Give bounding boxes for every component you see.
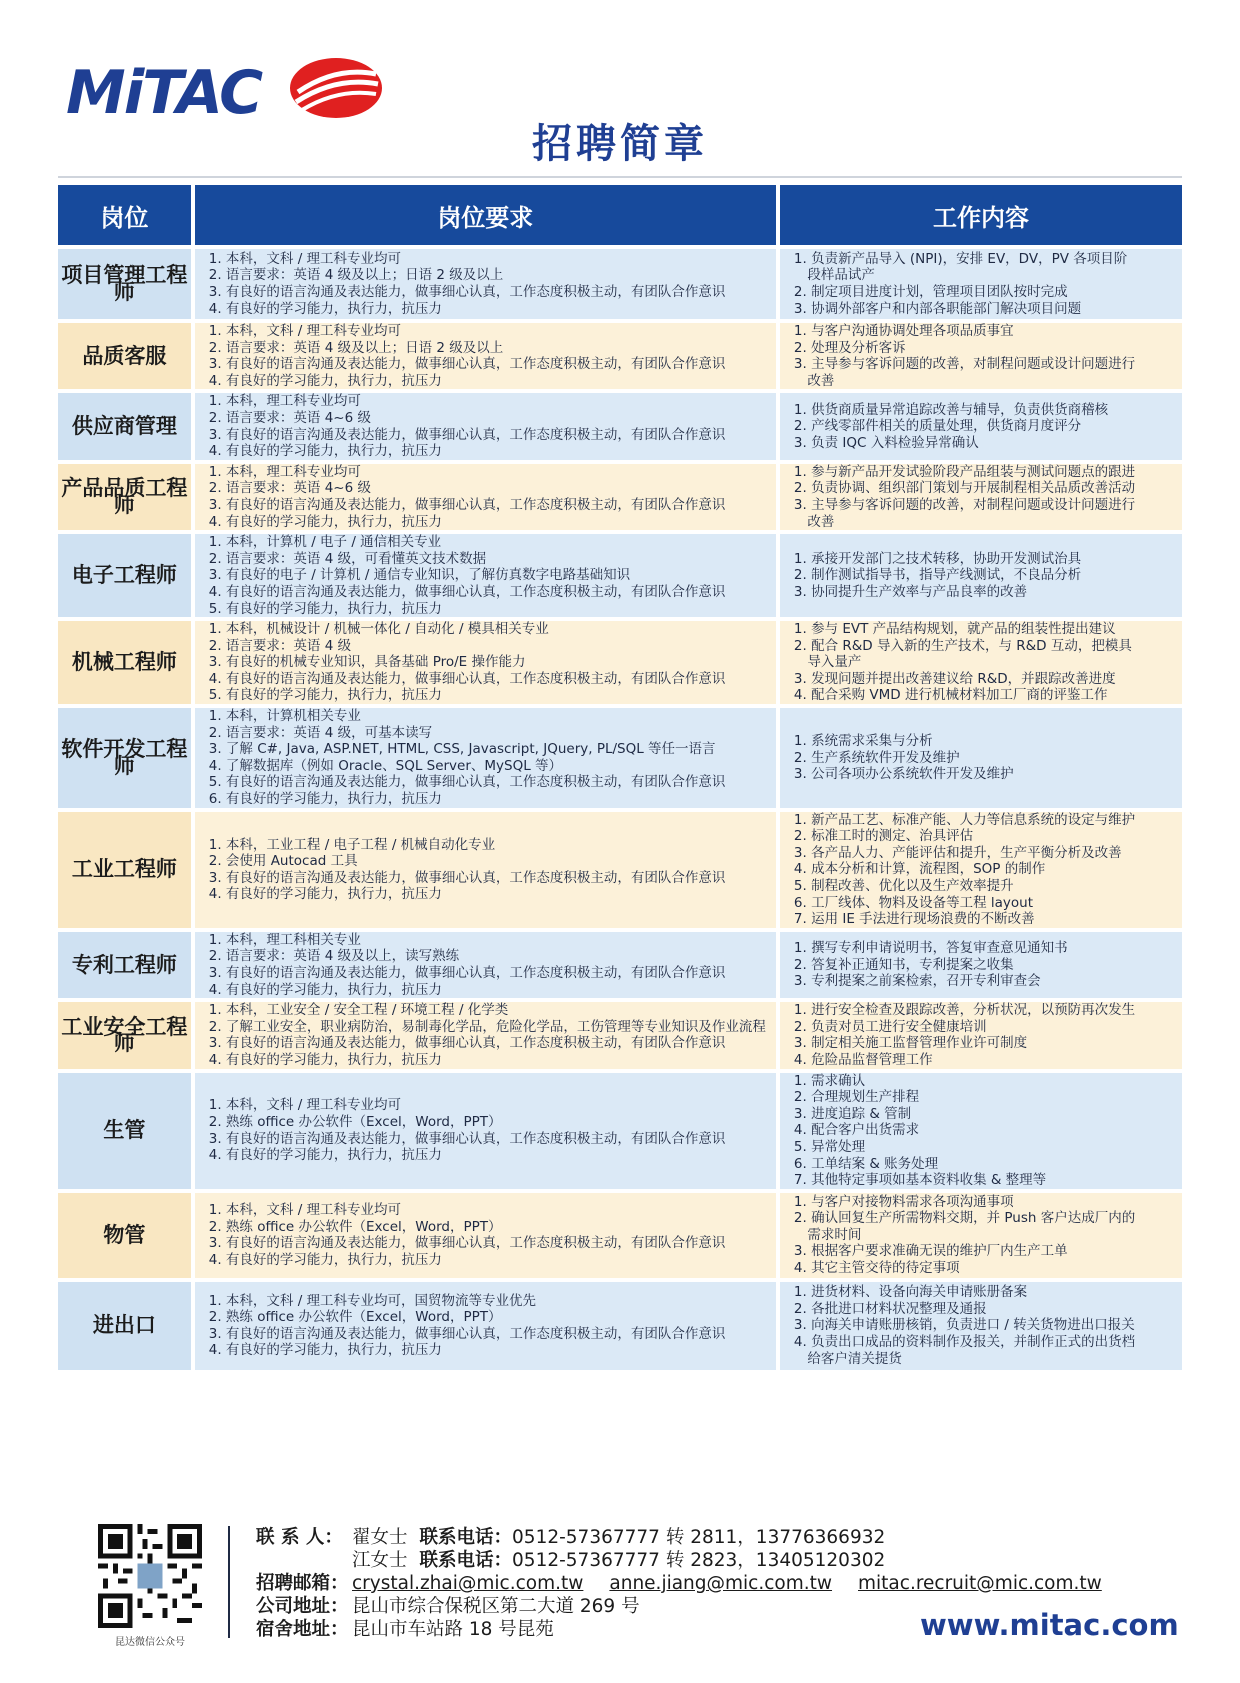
duty-item: 1. 与客户对接物料需求各项沟通事项 [793, 1193, 1014, 1210]
position-name: 产品品质工程师 [58, 464, 195, 534]
requirement-item: 3. 有良好的机械专业知识，具备基础 Pro/E 操作能力 [208, 654, 526, 671]
requirement-item: 3. 有良好的语言沟通及表达能力，做事细心认真，工作态度积极主动，有团队合作意识 [208, 964, 726, 981]
requirement-item: 1. 本科，文科 / 理工科专业均可 [208, 250, 402, 267]
requirements-cell [195, 621, 780, 708]
qr-caption: 昆达微信公众号 [115, 1637, 185, 1648]
duty-item: 1. 系统需求采集与分析 [793, 732, 933, 749]
requirement-item: 1. 本科，理工科专业均可 [208, 393, 361, 410]
footer-divider [228, 1526, 230, 1638]
duty-item: 2. 合理规划生产排程 [793, 1089, 920, 1106]
requirement-item: 2. 语言要求：英语 4 级及以上，读写熟练 [208, 948, 460, 965]
table-row [58, 1002, 1182, 1072]
table-row [58, 464, 1182, 534]
contact-phone: 0512-57367777 转 2823，13405120302 [512, 1550, 886, 1571]
website-link[interactable]: www.mitac.com [920, 1608, 1179, 1642]
duty-item: 5. 异常处理 [793, 1138, 866, 1155]
table-row [58, 534, 1182, 621]
position-name: 工业工程师 [58, 812, 195, 932]
contact-name: 江女士 [352, 1550, 408, 1571]
requirement-item: 4. 有良好的学习能力，执行力，抗压力 [208, 886, 442, 903]
duty-item: 2. 制作测试指导书，指导产线测试，不良品分析 [793, 567, 1082, 584]
contact-label: 联 系 人： [256, 1527, 343, 1548]
duties-cell [780, 708, 1182, 812]
duty-item: 1. 与客户沟通协调处理各项品质事宜 [793, 323, 1014, 339]
duty-item: 7. 运用 IE 手法进行现场浪费的不断改善 [793, 911, 1035, 928]
requirement-item: 1. 本科，工业安全 / 安全工程 / 环境工程 / 化学类 [208, 1002, 509, 1019]
duty-item: 2. 标准工时的测定、治具评估 [793, 828, 974, 845]
duty-item: 2. 配合 R&D 导入新的生产技术，与 R&D 互动，把模具 [793, 637, 1132, 654]
requirements-cell [195, 249, 780, 323]
duty-item: 4. 其它主管交待的待定事项 [793, 1260, 960, 1277]
requirement-item: 4. 有良好的学习能力，执行力，抗压力 [208, 1051, 442, 1068]
table-row [58, 621, 1182, 708]
duties-cell [780, 932, 1182, 1002]
duty-item: 2. 确认回复生产所需物料交期，并 Push 客户达成厂内的 [793, 1210, 1136, 1227]
requirements-cell [195, 1282, 780, 1374]
job-table [58, 185, 1182, 1374]
requirement-item: 2. 了解工业安全，职业病防治，易制毒化学品，危险化学品，工伤管理等专业知识及作业流程 [208, 1018, 766, 1035]
requirement-item: 3. 有良好的电子 / 计算机 / 通信专业知识，了解仿真数字电路基础知识 [208, 567, 631, 584]
requirement-item: 2. 语言要求：英语 4~6 级 [208, 480, 371, 497]
duty-item: 3. 协同提升生产效率与产品良率的改善 [793, 583, 1028, 600]
duty-item: 2. 处理及分析客诉 [793, 339, 906, 356]
duty-item: 3. 发现问题并提出改善建议给 R&D，并跟踪改善进度 [793, 670, 1116, 687]
requirement-item: 1. 本科，计算机 / 电子 / 通信相关专业 [208, 534, 442, 551]
table-row [58, 1193, 1182, 1282]
position-name: 项目管理工程师 [58, 249, 195, 323]
dorm-label: 宿舍地址： [256, 1619, 349, 1640]
requirement-item: 1. 本科，工业工程 / 电子工程 / 机械自动化专业 [208, 836, 496, 853]
duty-item: 1. 参与 EVT 产品结构规划，就产品的组装性提出建议 [793, 621, 1116, 638]
duty-item: 2. 制定项目进度计划，管理项目团队按时完成 [793, 284, 1068, 300]
duty-item: 3. 主导参与客诉问题的改善，对制程问题或设计问题进行 [793, 496, 1136, 513]
duty-item: 段样品试产 [793, 267, 875, 284]
contact-name: 翟女士 [352, 1527, 408, 1548]
table-row [58, 323, 1182, 393]
requirement-item: 2. 熟练 office 办公软件（Excel，Word，PPT） [208, 1218, 502, 1235]
requirement-item: 1. 本科，理工科专业均可 [208, 463, 361, 480]
email-link[interactable]: crystal.zhai@mic.com.tw [352, 1573, 584, 1594]
requirements-cell [195, 393, 780, 463]
duty-item: 1. 参与新产品开发试验阶段产品组装与测试问题点的跟进 [793, 463, 1136, 480]
requirement-item: 5. 有良好的学习能力，执行力，抗压力 [208, 600, 442, 617]
duty-item: 3. 根据客户要求准确无误的维护厂内生产工单 [793, 1243, 1068, 1260]
position-name: 供应商管理 [58, 393, 195, 463]
duties-cell [780, 323, 1182, 393]
table-row [58, 1282, 1182, 1374]
duty-item: 1. 进货材料、设备向海关申请账册备案 [793, 1284, 1028, 1301]
position-name: 工业安全工程师 [58, 1002, 195, 1072]
duty-item: 3. 公司各项办公系统软件开发及维护 [793, 766, 1014, 783]
requirement-item: 4. 有良好的学习能力，执行力，抗压力 [208, 372, 442, 389]
duty-item: 6. 工厂线体、物料及设备等工程 layout [793, 894, 1033, 911]
requirements-cell [195, 932, 780, 1002]
duty-item: 3. 进度追踪 & 管制 [793, 1105, 912, 1122]
duty-item: 2. 生产系统软件开发及维护 [793, 749, 960, 766]
duties-cell [780, 464, 1182, 534]
duty-item: 2. 各批进口材料状况整理及通报 [793, 1300, 987, 1317]
requirement-item: 4. 有良好的学习能力，执行力，抗压力 [208, 513, 442, 530]
requirement-item: 2. 熟练 office 办公软件（Excel，Word，PPT） [208, 1309, 502, 1326]
contact-row-1 [256, 1526, 1128, 1549]
duty-item: 4. 危险品监督管理工作 [793, 1051, 933, 1068]
requirement-item: 1. 本科，文科 / 理工科专业均可 [208, 1202, 402, 1218]
header-duties: 工作内容 [780, 185, 1182, 249]
requirements-cell [195, 812, 780, 932]
requirement-item: 1. 本科，文科 / 理工科专业均可 [208, 1097, 402, 1114]
duties-cell [780, 1282, 1182, 1374]
duty-item: 导入量产 [793, 654, 862, 671]
requirement-item: 3. 有良好的语言沟通及表达能力，做事细心认真，工作态度积极主动，有团队合作意识 [208, 1130, 726, 1147]
duty-item: 1. 新产品工艺、标准产能、人力等信息系统的设定与维护 [793, 811, 1136, 828]
duty-item: 3. 主导参与客诉问题的改善，对制程问题或设计问题进行 [793, 356, 1136, 373]
requirement-item: 1. 本科，理工科相关专业 [208, 931, 361, 948]
email-link[interactable]: anne.jiang@mic.com.tw [609, 1573, 833, 1594]
table-row [58, 932, 1182, 1002]
page-title: 招聘简章 [532, 121, 708, 167]
requirement-item: 2. 语言要求：英语 4 级，可基本读写 [208, 724, 433, 741]
title-divider [58, 176, 1182, 178]
duties-cell [780, 621, 1182, 708]
requirement-item: 4. 了解数据库（例如 Oracle、SQL Server、MySQL 等） [208, 757, 563, 774]
requirement-item: 1. 本科，机械设计 / 机械一体化 / 自动化 / 模具相关专业 [208, 621, 549, 638]
dorm-address: 昆山市车站路 18 号昆苑 [352, 1619, 554, 1640]
requirement-item: 3. 有良好的语言沟通及表达能力，做事细心认真，工作态度积极主动，有团队合作意识 [208, 284, 726, 300]
requirement-item: 3. 有良好的语言沟通及表达能力，做事细心认真，工作态度积极主动，有团队合作意识 [208, 356, 726, 373]
duty-item: 3. 专利提案之前案检索，召开专利审查会 [793, 973, 1041, 990]
position-name: 软件开发工程师 [58, 708, 195, 812]
duty-item: 2. 产线零部件相关的质量处理，供货商月度评分 [793, 418, 1082, 435]
duty-item: 2. 答复补正通知书，专利提案之收集 [793, 956, 1014, 973]
duty-item: 4. 负责出口成品的资料制作及报关，并制作正式的出货档 [793, 1333, 1136, 1350]
duties-cell [780, 1002, 1182, 1072]
email-label: 招聘邮箱： [256, 1573, 349, 1594]
requirement-item: 4. 有良好的学习能力，执行力，抗压力 [208, 1147, 442, 1164]
duty-item: 2. 负责协调、组织部门策划与开展制程相关品质改善活动 [793, 480, 1136, 497]
duty-item: 6. 工单结案 & 账务处理 [793, 1155, 939, 1172]
requirement-item: 3. 有良好的语言沟通及表达能力，做事细心认真，工作态度积极主动，有团队合作意识 [208, 1035, 726, 1052]
duty-item: 1. 进行安全检查及跟踪改善，分析状况，以预防再次发生 [793, 1002, 1136, 1019]
requirement-item: 1. 本科，文科 / 理工科专业均可 [208, 323, 402, 339]
requirement-item: 3. 有良好的语言沟通及表达能力，做事细心认真，工作态度积极主动，有团队合作意识 [208, 869, 726, 886]
duty-item: 3. 制定相关施工监督管理作业许可制度 [793, 1035, 1028, 1052]
address-label: 公司地址： [256, 1596, 349, 1617]
contact-row-2 [256, 1549, 1128, 1572]
duty-item: 7. 其他特定事项如基本资料收集 & 整理等 [793, 1172, 1047, 1189]
header-position: 岗位 [58, 185, 195, 249]
contact-phone: 0512-57367777 转 2811，13776366932 [512, 1527, 886, 1548]
position-name: 专利工程师 [58, 932, 195, 1002]
duty-item: 3. 向海关申请账册核销，负责进口 / 转关货物进出口报关 [793, 1317, 1135, 1334]
requirements-cell [195, 1193, 780, 1282]
position-name: 生管 [58, 1073, 195, 1193]
requirement-item: 5. 有良好的学习能力，执行力，抗压力 [208, 687, 442, 704]
requirement-item: 6. 有良好的学习能力，执行力，抗压力 [208, 791, 442, 808]
requirement-item: 1. 本科，文科 / 理工科专业均可，国贸物流等专业优先 [208, 1292, 537, 1309]
requirement-item: 4. 有良好的学习能力，执行力，抗压力 [208, 1342, 442, 1359]
position-name: 机械工程师 [58, 621, 195, 708]
email-row [256, 1572, 1128, 1595]
duty-item: 1. 撰写专利申请说明书，答复审查意见通知书 [793, 940, 1068, 957]
requirement-item: 4. 有良好的学习能力，执行力，抗压力 [208, 300, 442, 317]
duties-cell [780, 534, 1182, 621]
duties-cell [780, 249, 1182, 323]
requirement-item: 2. 语言要求：英语 4 级及以上；日语 2 级及以上 [208, 339, 504, 356]
email-link[interactable]: mitac.recruit@mic.com.tw [858, 1573, 1102, 1594]
table-row [58, 1073, 1182, 1193]
qr-code [98, 1524, 202, 1628]
requirements-cell [195, 1073, 780, 1193]
position-name: 物管 [58, 1193, 195, 1282]
position-name: 进出口 [58, 1282, 195, 1374]
position-name: 电子工程师 [58, 534, 195, 621]
duty-item: 1. 承接开发部门之技术转移，协助开发测试治具 [793, 550, 1082, 567]
requirement-item: 4. 有良好的学习能力，执行力，抗压力 [208, 443, 442, 460]
company-address: 昆山市综合保税区第二大道 269 号 [352, 1596, 640, 1617]
requirement-item: 4. 有良好的语言沟通及表达能力，做事细心认真，工作态度积极主动，有团队合作意识 [208, 583, 726, 600]
duty-item: 4. 配合采购 VMD 进行机械材料加工厂商的评鉴工作 [793, 687, 1108, 704]
position-name: 品质客服 [58, 323, 195, 393]
requirement-item: 2. 语言要求：英语 4 级及以上；日语 2 级及以上 [208, 267, 504, 284]
duty-item: 改善 [793, 513, 835, 530]
duty-item: 1. 负责新产品导入 (NPI)，安排 EV，DV，PV 各项目阶 [793, 250, 1128, 267]
duty-item: 给客户清关提货 [793, 1350, 902, 1367]
requirement-item: 3. 有良好的语言沟通及表达能力，做事细心认真，工作态度积极主动，有团队合作意识 [208, 1235, 726, 1252]
requirement-item: 3. 有良好的语言沟通及表达能力，做事细心认真，工作态度积极主动，有团队合作意识 [208, 1325, 726, 1342]
requirement-item: 1. 本科，计算机相关专业 [208, 708, 361, 725]
requirement-item: 2. 会使用 Autocad 工具 [208, 853, 358, 870]
duty-item: 2. 负责对员工进行安全健康培训 [793, 1018, 987, 1035]
duty-item: 需求时间 [793, 1226, 862, 1243]
company-emblem-icon [288, 56, 384, 120]
contact-phone-label: 联系电话： [419, 1527, 513, 1548]
requirement-item: 4. 有良好的学习能力，执行力，抗压力 [208, 981, 442, 998]
contact-phone-label: 联系电话： [419, 1550, 513, 1571]
requirements-cell [195, 534, 780, 621]
duty-item: 1. 供货商质量异常追踪改善与辅导，负责供货商稽核 [793, 401, 1109, 418]
table-row [58, 393, 1182, 463]
duty-item: 1. 需求确认 [793, 1072, 866, 1089]
duties-cell [780, 812, 1182, 932]
duty-item: 3. 各产品人力、产能评估和提升，生产平衡分析及改善 [793, 844, 1122, 861]
requirement-item: 2. 熟练 office 办公软件（Excel，Word，PPT） [208, 1114, 502, 1131]
requirements-cell [195, 708, 780, 812]
requirement-item: 4. 有良好的学习能力，执行力，抗压力 [208, 1251, 442, 1268]
duty-item: 5. 制程改善、优化以及生产效率提升 [793, 878, 1014, 894]
duty-item: 4. 成本分析和计算，流程图，SOP 的制作 [793, 861, 1046, 878]
table-header-row [58, 185, 1182, 249]
duty-item: 3. 协调外部客户和内部各职能部门解决项目问题 [793, 300, 1082, 317]
requirements-cell [195, 1002, 780, 1072]
duty-item: 4. 配合客户出货需求 [793, 1122, 920, 1139]
duty-item: 改善 [793, 372, 835, 389]
table-row [58, 812, 1182, 932]
requirement-item: 2. 语言要求：英语 4~6 级 [208, 409, 371, 426]
requirement-item: 3. 有良好的语言沟通及表达能力，做事细心认真，工作态度积极主动，有团队合作意识 [208, 496, 726, 513]
duties-cell [780, 1073, 1182, 1193]
table-row [58, 249, 1182, 323]
duties-cell [780, 1193, 1182, 1282]
requirement-item: 2. 语言要求：英语 4 级，可看懂英文技术数据 [208, 550, 487, 567]
requirement-item: 3. 了解 C#, Java, ASP.NET, HTML, CSS, Javascript, JQuery, PL/SQL 等任一语言 [208, 741, 716, 758]
duties-cell [780, 393, 1182, 463]
requirements-cell [195, 323, 780, 393]
requirement-item: 5. 有良好的语言沟通及表达能力，做事细心认真，工作态度积极主动，有团队合作意识 [208, 774, 726, 791]
company-logo: MiTAC [66, 58, 262, 128]
requirement-item: 2. 语言要求：英语 4 级 [208, 637, 352, 654]
table-row [58, 708, 1182, 812]
duty-item: 3. 负责 IQC 入料检验异常确认 [793, 434, 979, 451]
requirement-item: 4. 有良好的语言沟通及表达能力，做事细心认真，工作态度积极主动，有团队合作意识 [208, 670, 726, 687]
requirements-cell [195, 464, 780, 534]
header-requirements: 岗位要求 [195, 185, 780, 249]
requirement-item: 3. 有良好的语言沟通及表达能力，做事细心认真，工作态度积极主动，有团队合作意识 [208, 426, 726, 443]
